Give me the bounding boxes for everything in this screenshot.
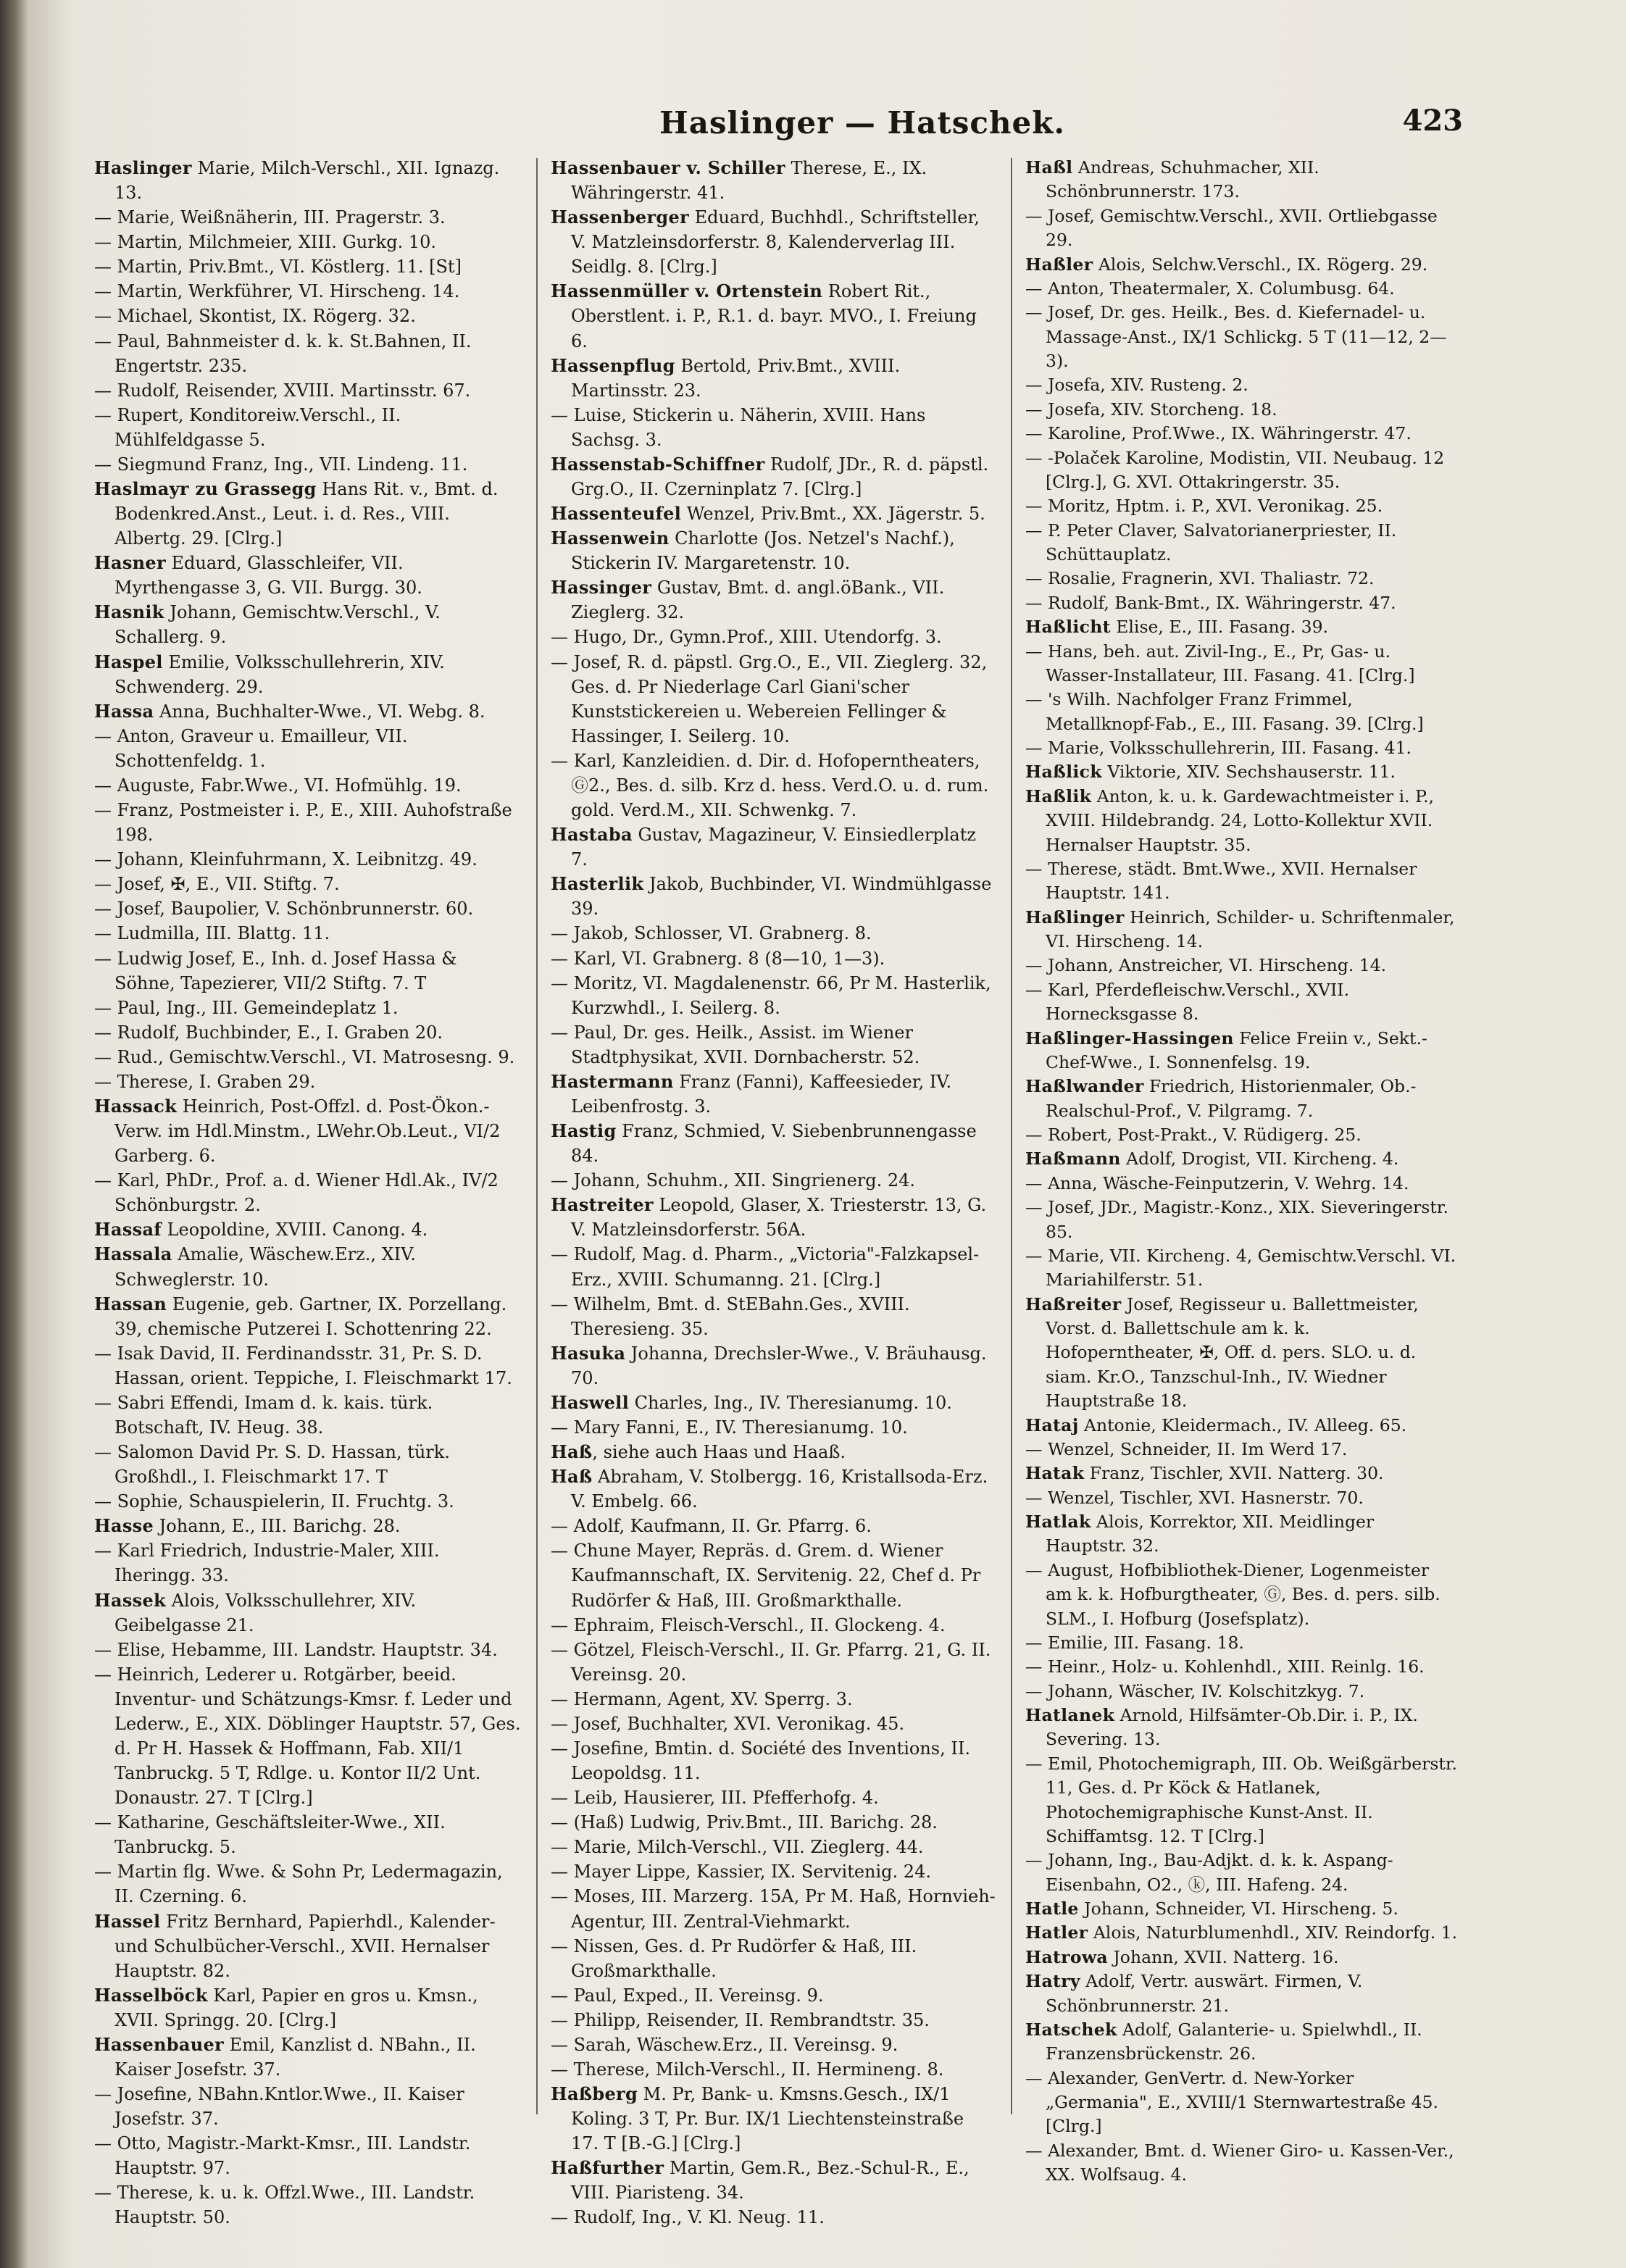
entry-surname: Hatak	[1025, 1463, 1085, 1484]
directory-entry: Hatry Adolf, Vertr. auswärt. Firmen, V. Schönbrunnerstr. 21.	[1025, 1971, 1363, 2016]
directory-entry: Haßler Alois, Selchw.Verschl., IX. Rögerg. 29.	[1025, 254, 1428, 275]
directory-entry: — Adolf, Kaufmann, II. Gr. Pfarrg. 6.	[551, 1516, 872, 1537]
entry-surname: Haßlicht	[1025, 617, 1111, 638]
entry-surname: Hasner	[94, 552, 166, 574]
directory-entry: — Marie, Milch-Verschl., VII. Zieglerg. 44.	[551, 1837, 924, 1858]
directory-entry: Haßlicht Elise, E., III. Fasang. 39.	[1025, 617, 1328, 638]
directory-entry: — Auguste, Fabr.Wwe., VI. Hofmühlg. 19.	[94, 775, 462, 796]
directory-entry: Hassenstab-Schiffner Rudolf, JDr., R. d. päpstl. Grg.O., II. Czerninplatz 7. [Clrg.]	[551, 453, 989, 500]
directory-entry: — Emil, Photochemigraph, III. Ob. Weißgärberstr. 11, Ges. d. Pr Köck & Hatlanek, Photochemigraphische Kunst-Anst. II. Schiffamtsg. 12. T [Clrg.]	[1025, 1753, 1457, 1846]
directory-entry: — Therese, k. u. k. Offzl.Wwe., III. Landstr. Hauptstr. 50.	[94, 2182, 475, 2228]
directory-entry: — Heinr., Holz- u. Kohlenhdl., XIII. Reinlg. 16.	[1025, 1656, 1425, 1677]
entry-surname: Hataj	[1025, 1414, 1079, 1435]
entry-surname: Haßmann	[1025, 1148, 1121, 1170]
column-divider-1	[536, 158, 538, 2114]
entry-surname: Hassek	[94, 1589, 166, 1611]
column-3	[1025, 156, 1460, 2188]
directory-entry: — Nissen, Ges. d. Pr Rudörfer & Haß, III. Großmarkthalle.	[551, 1935, 917, 1981]
entry-surname: Hatschek	[1025, 2019, 1117, 2040]
entry-surname: Haßlik	[1025, 785, 1092, 806]
directory-entry: — Alexander, GenVertr. d. New-Yorker „Germania", E., XVIII/1 Sternwartestraße 45. [Clrg.]	[1025, 2067, 1438, 2137]
directory-entry: — Luise, Stickerin u. Näherin, XVIII. Hans Sachsg. 3.	[551, 404, 926, 450]
directory-entry: Hassel Fritz Bernhard, Papierhdl., Kalender- und Schulbücher-Verschl., XVII. Hernalser Hauptstr. 82.	[94, 1910, 496, 1981]
directory-entry: — Josef, ✠, E., VII. Stiftg. 7.	[94, 874, 340, 895]
entry-surname: Hassenberger	[551, 207, 689, 228]
entry-surname: Hasse	[94, 1515, 154, 1537]
directory-entry: — Josef, JDr., Magistr.-Konz., XIX. Sieveringerstr. 85.	[1025, 1197, 1448, 1242]
column-2	[551, 156, 996, 2230]
directory-entry: — Karl, Kanzleidien. d. Dir. d. Hofoperntheaters, Ⓖ2., Bes. d. silb. Krz d. hess. Verd.O. u. d. rum. gold. Verd.M., XII. Schwenkg. 7.	[551, 750, 989, 821]
entry-surname: Hatry	[1025, 1971, 1080, 1992]
directory-entry: — Elise, Hebamme, III. Landstr. Hauptstr. 34.	[94, 1639, 498, 1660]
directory-entry: Haßlik Anton, k. u. k. Gardewachtmeister i. P., XVIII. Hildebrandg. 24, Lotto-Kollektur XVII. Hernalser Hauptstr. 35.	[1025, 785, 1435, 855]
directory-entry: — Therese, städt. Bmt.Wwe., XVII. Hernalser Hauptstr. 141.	[1025, 858, 1417, 904]
directory-entry: — Hans, beh. aut. Zivil-Ing., E., Pr, Gas- u. Wasser-Installateur, III. Fasang. 41. [Clrg.]	[1025, 641, 1415, 685]
directory-entry: — Sabri Effendi, Imam d. k. kais. türk. Botschaft, IV. Heug. 38.	[94, 1392, 433, 1438]
directory-entry: — Rudolf, Mag. d. Pharm., „Victoria"-Falzkapsel-Erz., XVIII. Schumanng. 21. [Clrg.]	[551, 1244, 980, 1290]
directory-entry: — Paul, Bahnmeister d. k. k. St.Bahnen, II. Engertstr. 235.	[94, 330, 472, 376]
entry-surname: Haspel	[94, 651, 163, 672]
directory-entry: — Rupert, Konditoreiw.Verschl., II. Mühlfeldgasse 5.	[94, 404, 401, 450]
directory-entry: — Wilhelm, Bmt. d. StEBahn.Ges., XVIII. Theresieng. 35.	[551, 1293, 910, 1339]
entry-surname: Haßfurther	[551, 2157, 664, 2179]
directory-entry: Haslinger Marie, Milch-Verschl., XII. Ignazg. 13.	[94, 157, 500, 204]
directory-entry: Hastaba Gustav, Magazineur, V. Einsiedlerplatz 7.	[551, 824, 976, 870]
entry-surname: Haslmayr zu Grassegg	[94, 478, 317, 500]
directory-entry: — Hermann, Agent, XV. Sperrg. 3.	[551, 1688, 853, 1709]
directory-entry: — Johann, Kleinfuhrmann, X. Leibnitzg. 49.	[94, 849, 478, 870]
directory-entry: Hastermann Franz (Fanni), Kaffeesieder, IV. Leibenfrostg. 3.	[551, 1070, 952, 1117]
directory-entry: Hasner Eduard, Glasschleifer, VII. Myrthengasse 3, G. VII. Burgg. 30.	[94, 552, 422, 599]
directory-entry: Haßl Andreas, Schuhmacher, XII. Schönbrunnerstr. 173.	[1025, 157, 1319, 202]
directory-entry: Hatak Franz, Tischler, XVII. Natterg. 30.	[1025, 1463, 1384, 1484]
directory-entry: — Paul, Exped., II. Vereinsg. 9.	[551, 1985, 824, 2006]
directory-entry: Hassenwein Charlotte (Jos. Netzel's Nachf.), Stickerin IV. Margaretenstr. 10.	[551, 528, 955, 574]
entry-surname: Haßl	[1025, 157, 1073, 178]
directory-entry: Hasterlik Jakob, Buchbinder, VI. Windmühlgasse 39.	[551, 873, 992, 920]
directory-entry: — Otto, Magistr.-Markt-Kmsr., III. Landstr. Hauptstr. 97.	[94, 2133, 471, 2179]
entry-surname: Hassack	[94, 1095, 178, 1117]
entry-surname: Hassenbauer v. Schiller	[551, 157, 785, 178]
directory-entry: — Martin, Priv.Bmt., VI. Köstlerg. 11. [St]	[94, 257, 462, 278]
directory-entry: — Martin flg. Wwe. & Sohn Pr, Ledermagazin, II. Czerning. 6.	[94, 1861, 503, 1907]
entry-surname: Hassenteufel	[551, 503, 682, 525]
entry-surname: Haswell	[551, 1391, 630, 1413]
directory-entry: — Rudolf, Bank-Bmt., IX. Währingerstr. 47.	[1025, 592, 1396, 613]
directory-entry: — 's Wilh. Nachfolger Franz Frimmel, Metallknopf-Fab., E., III. Fasang. 39. [Clrg.]	[1025, 689, 1424, 734]
directory-entry: Hassenbauer v. Schiller Therese, E., IX. Währingerstr. 41.	[551, 157, 927, 204]
directory-entry: — Josefa, XIV. Rusteng. 2.	[1025, 375, 1248, 396]
directory-entry: Haspel Emilie, Volksschullehrerin, XIV. Schwenderg. 29.	[94, 651, 445, 697]
directory-entry: Hassack Heinrich, Post-Offzl. d. Post-Ökon.-Verw. im Hdl.Minstm., LWehr.Ob.Leut., VI/2 Garberg. 6.	[94, 1095, 501, 1167]
directory-entry: Haslmayr zu Grassegg Hans Rit. v., Bmt. d. Bodenkred.Anst., Leut. i. d. Res., VIII. Albertg. 29. [Clrg.]	[94, 478, 499, 549]
directory-entry: — Leib, Hausierer, III. Pfefferhofg. 4.	[551, 1788, 879, 1809]
entry-surname: Hastermann	[551, 1070, 674, 1092]
directory-entry: Haß, siehe auch Haas und Haaß.	[551, 1441, 846, 1463]
directory-entry: Hatrowa Johann, XVII. Natterg. 16.	[1025, 1946, 1339, 1967]
directory-entry: Hatschek Adolf, Galanterie- u. Spielwhdl., II. Franzensbrückenstr. 26.	[1025, 2019, 1422, 2064]
directory-entry: — Johann, Schuhm., XII. Singrienerg. 24.	[551, 1170, 916, 1191]
directory-entry: — Karoline, Prof.Wwe., IX. Währingerstr. 47.	[1025, 423, 1412, 444]
entry-surname: Hassenbauer	[94, 2033, 224, 2055]
directory-entry: Haßmann Adolf, Drogist, VII. Kircheng. 4.	[1025, 1148, 1399, 1170]
directory-entry: Hatlak Alois, Korrektor, XII. Meidlinger Hauptstr. 32.	[1025, 1512, 1375, 1556]
directory-entry: — Josef, R. d. päpstl. Grg.O., E., VII. Zieglerg. 32, Ges. d. Pr Niederlage Carl Giani'scher Kunststickereien u. Webereien Fellinger & Hassinger, I. Seilerg. 10.	[551, 651, 988, 746]
entry-surname: Haßberg	[551, 2083, 638, 2105]
entry-surname: Hastreiter	[551, 1194, 654, 1216]
directory-entry: — Isak David, II. Ferdinandsstr. 31, Pr. S. D. Hassan, orient. Teppiche, I. Fleischmarkt 17.	[94, 1343, 512, 1388]
directory-entry: — Karl, VI. Grabnerg. 8 (8—10, 1—3).	[551, 948, 885, 969]
directory-entry: — Josef, Baupolier, V. Schönbrunnerstr. 60.	[94, 899, 474, 920]
entry-surname: Hasterlik	[551, 873, 644, 895]
entry-surname: Hassinger	[551, 577, 652, 599]
directory-entry: — Moses, III. Marzerg. 15A, Pr M. Haß, Hornvieh-Agentur, III. Zentral-Viehmarkt.	[551, 1886, 996, 1932]
directory-entry: Hassaf Leopoldine, XVIII. Canong. 4.	[94, 1219, 428, 1241]
directory-entry: Hassenbauer Emil, Kanzlist d. NBahn., II. Kaiser Josefstr. 37.	[94, 2033, 476, 2080]
entry-surname: Hassa	[94, 700, 154, 722]
directory-entry: — Salomon David Pr. S. D. Hassan, türk. Großhdl., I. Fleischmarkt 17. T	[94, 1442, 450, 1488]
directory-entry: — Emilie, III. Fasang. 18.	[1025, 1632, 1244, 1653]
directory-entry: Hassala Amalie, Wäschew.Erz., XIV. Schweglerstr. 10.	[94, 1243, 416, 1290]
directory-entry: — Therese, I. Graben 29.	[94, 1071, 316, 1092]
directory-entry: — Rud., Gemischtw.Verschl., VI. Matrosesng. 9.	[94, 1046, 515, 1067]
entry-surname: Haßlwander	[1025, 1076, 1144, 1097]
directory-entry: — Karl, Pferdefleischw.Verschl., XVII. Hornecksgasse 8.	[1025, 979, 1350, 1025]
directory-entry: Hastreiter Leopold, Glaser, X. Triesterstr. 13, G. V. Matzleinsdorferstr. 56A.	[551, 1194, 987, 1241]
directory-entry: — Hugo, Dr., Gymn.Prof., XIII. Utendorfg. 3.	[551, 627, 942, 648]
entry-surname: Hatrowa	[1025, 1946, 1108, 1967]
directory-entry: — Martin, Milchmeier, XIII. Gurkg. 10.	[94, 232, 436, 253]
book-binding	[0, 0, 29, 2268]
directory-entry: — Paul, Ing., III. Gemeindeplatz 1.	[94, 997, 399, 1018]
directory-entry: — Jakob, Schlosser, VI. Grabnerg. 8.	[551, 923, 872, 944]
entry-surname: Hassenwein	[551, 528, 670, 549]
column-divider-2	[1011, 158, 1012, 2114]
directory-entry: — Götzel, Fleisch-Verschl., II. Gr. Pfarrg. 21, G. II. Vereinsg. 20.	[551, 1639, 991, 1685]
directory-entry: — Rudolf, Buchbinder, E., I. Graben 20.	[94, 1022, 443, 1043]
directory-entry: Hatlanek Arnold, Hilfsämter-Ob.Dir. i. P., IX. Severing. 13.	[1025, 1705, 1418, 1750]
directory-entry: Haßlinger Heinrich, Schilder- u. Schriftenmaler, VI. Hirscheng. 14.	[1025, 906, 1455, 951]
running-header: Haslinger — Hatschek.	[659, 105, 1065, 141]
directory-entry: Hatle Johann, Schneider, VI. Hirscheng. 5.	[1025, 1898, 1398, 1919]
directory-entry: Hassan Eugenie, geb. Gartner, IX. Porzellang. 39, chemische Putzerei I. Schottenring 22.	[94, 1293, 507, 1339]
directory-entry: — Rudolf, Reisender, XVIII. Martinsstr. 67.	[94, 380, 471, 401]
page-number: 423	[1402, 104, 1463, 138]
directory-entry: — Johann, Wäscher, IV. Kolschitzkyg. 7.	[1025, 1680, 1365, 1701]
directory-entry: — -Polaček Karoline, Modistin, VII. Neubaug. 12 [Clrg.], G. XVI. Ottakringerstr. 35.	[1025, 447, 1445, 492]
directory-entry: — Johann, Ing., Bau-Adjkt. d. k. k. Aspang-Eisenbahn, O2., ⓚ, III. Hafeng. 24.	[1025, 1850, 1393, 1895]
entry-surname: Hatler	[1025, 1922, 1088, 1943]
entry-surname: Hatlanek	[1025, 1705, 1115, 1725]
directory-entry: — Marie, Volksschullehrerin, III. Fasang. 41.	[1025, 738, 1412, 758]
directory-entry: — Philipp, Reisender, II. Rembrandtstr. 35.	[551, 2009, 930, 2030]
directory-entry: — Mary Fanni, E., IV. Theresianumg. 10.	[551, 1417, 908, 1438]
directory-entry: Hasuka Johanna, Drechsler-Wwe., V. Bräuhausg. 70.	[551, 1342, 987, 1388]
directory-entry: — Marie, Weißnäherin, III. Pragerstr. 3.	[94, 207, 446, 228]
directory-entry: — Paul, Dr. ges. Heilk., Assist. im Wiener Stadtphysikat, XVII. Dornbacherstr. 52.	[551, 1022, 920, 1067]
directory-entry: — Martin, Werkführer, VI. Hirscheng. 14.	[94, 281, 460, 302]
directory-entry: — P. Peter Claver, Salvatorianerpriester, II. Schüttauplatz.	[1025, 520, 1397, 564]
directory-entry: — Katharine, Geschäftsleiter-Wwe., XII. Tanbruckg. 5.	[94, 1812, 446, 1858]
directory-entry: Haßfurther Martin, Gem.R., Bez.-Schul-R., E., VIII. Piaristeng. 34.	[551, 2157, 970, 2204]
directory-entry: — Rosalie, Fragnerin, XVI. Thaliastr. 72.	[1025, 568, 1375, 589]
directory-entry: Hastig Franz, Schmied, V. Siebenbrunnengasse 84.	[551, 1120, 977, 1167]
directory-entry: — Ludwig Josef, E., Inh. d. Josef Hassa & Söhne, Tapezierer, VII/2 Stiftg. 7. T	[94, 948, 457, 993]
entry-surname: Haslinger	[94, 157, 192, 178]
directory-entry: Hassek Alois, Volksschullehrer, XIV. Geibelgasse 21.	[94, 1589, 417, 1635]
directory-entry: — Anton, Graveur u. Emailleur, VII. Schottenfeldg. 1.	[94, 725, 408, 771]
entry-surname: Hassenpflug	[551, 354, 675, 376]
directory-entry: Haßlick Viktorie, XIV. Sechshauserstr. 11.	[1025, 762, 1396, 783]
directory-entry: — Josef, Gemischtw.Verschl., XVII. Ortliebgasse 29.	[1025, 205, 1438, 251]
directory-entry: — Heinrich, Lederer u. Rotgärber, beeid. Inventur- und Schätzungs-Kmsr. f. Leder und Lederw., E., XIX. Döblinger Hauptstr. 57, Ges. d. Pr H. Hassek & Hoffmann, Fab. XII/1 Tanbruckg. 5 T, Rdlge. u. Kontor II/2 Unt. Donaustr. 27. T [Clrg.]	[94, 1664, 521, 1809]
entry-surname: Hasselböck	[94, 1984, 208, 2006]
directory-entry: Hasnik Johann, Gemischtw.Verschl., V. Schallerg. 9.	[94, 601, 441, 648]
entry-surname: Hassenstab-Schiffner	[551, 453, 765, 475]
directory-entry: — Ephraim, Fleisch-Verschl., II. Glockeng. 4.	[551, 1614, 946, 1635]
entry-surname: Hastig	[551, 1120, 617, 1142]
directory-entry: — Rudolf, Ing., V. Kl. Neug. 11.	[551, 2207, 825, 2228]
column-1	[94, 156, 522, 2230]
directory-entry: — Chune Mayer, Repräs. d. Grem. d. Wiener Kaufmannschaft, IX. Servitenig. 22, Chef d. Pr Rudörfer & Haß, III. Großmarkthalle.	[551, 1541, 981, 1611]
directory-entry: — Anton, Theatermaler, X. Columbusg. 64.	[1025, 278, 1395, 299]
entry-surname: Hasuka	[551, 1342, 626, 1364]
entry-surname: Haß	[551, 1441, 593, 1463]
directory-entry: Haßlinger-Hassingen Felice Freiin v., Sekt.-Chef-Wwe., I. Sonnenfelsg. 19.	[1025, 1027, 1427, 1072]
directory-entry: — Michael, Skontist, IX. Rögerg. 32.	[94, 306, 416, 327]
directory-entry: — Wenzel, Schneider, II. Im Werd 17.	[1025, 1438, 1348, 1459]
directory-entry: — Wenzel, Tischler, XVI. Hasnerstr. 70.	[1025, 1487, 1364, 1508]
directory-entry: Hataj Antonie, Kleidermach., IV. Alleeg. 65.	[1025, 1414, 1407, 1435]
directory-entry: — Franz, Postmeister i. P., E., XIII. Auhofstraße 198.	[94, 800, 512, 846]
directory-entry: Haßreiter Josef, Regisseur u. Ballettmeister, Vorst. d. Ballettschule am k. k. Hofoperntheater, ✠, Off. d. pers. SLO. u. d. siam. Kr.O., Tanzschul-Inh., IV. Wiedner Hauptstraße 18.	[1025, 1293, 1419, 1412]
directory-entry: — Moritz, VI. Magdalenenstr. 66, Pr M. Hasterlik, Kurzwhdl., I. Seilerg. 8.	[551, 972, 991, 1018]
directory-entry: Hasse Johann, E., III. Barichg. 28.	[94, 1515, 401, 1537]
entry-surname: Hastaba	[551, 824, 633, 846]
directory-entry: — Siegmund Franz, Ing., VII. Lindeng. 11.	[94, 454, 468, 475]
entry-surname: Haßler	[1025, 254, 1093, 275]
directory-entry: Hassenteufel Wenzel, Priv.Bmt., XX. Jägerstr. 5.	[551, 503, 985, 525]
entry-surname: Hasnik	[94, 601, 164, 623]
directory-entry: Haßlwander Friedrich, Historienmaler, Ob.-Realschul-Prof., V. Pilgramg. 7.	[1025, 1076, 1417, 1121]
entry-surname: Hassenmüller v. Ortenstein	[551, 280, 823, 302]
directory-entry: — Josefa, XIV. Storcheng. 18.	[1025, 399, 1277, 420]
directory-entry: — Mayer Lippe, Kassier, IX. Servitenig. 24.	[551, 1861, 931, 1883]
directory-entry: Haß Abraham, V. Stolbergg. 16, Kristallsoda-Erz. V. Embelg. 66.	[551, 1466, 988, 1512]
directory-entry: — Josef, Buchhalter, XVI. Veronikag. 45.	[551, 1713, 905, 1734]
directory-entry: — Sarah, Wäschew.Erz., II. Vereinsg. 9.	[551, 2034, 899, 2055]
directory-entry: — Josefine, NBahn.Kntlor.Wwe., II. Kaiser Josefstr. 37.	[94, 2084, 464, 2130]
directory-entry: — Anna, Wäsche-Feinputzerin, V. Wehrg. 14.	[1025, 1172, 1409, 1193]
entry-surname: Haßlinger-Hassingen	[1025, 1027, 1234, 1048]
directory-entry: — Robert, Post-Prakt., V. Rüdigerg. 25.	[1025, 1125, 1362, 1145]
directory-entry: — Marie, VII. Kircheng. 4, Gemischtw.Verschl. VI. Mariahilferstr. 51.	[1025, 1245, 1456, 1291]
entry-surname: Hatle	[1025, 1898, 1079, 1919]
entry-surname: Haßlinger	[1025, 906, 1125, 927]
directory-entry: Hassenmüller v. Ortenstein Robert Rit., Oberstlent. i. P., R.1. d. bayr. MVO., I. Freiung 6.	[551, 280, 977, 351]
entry-surname: Hassala	[94, 1243, 172, 1265]
directory-entry: — Moritz, Hptm. i. P., XVI. Veronikag. 25.	[1025, 496, 1383, 517]
directory-entry: Hassenberger Eduard, Buchhdl., Schriftsteller, V. Matzleinsdorferstr. 8, Kalenderverlag III. Seidlg. 8. [Clrg.]	[551, 207, 980, 278]
directory-entry: — Sophie, Schauspielerin, II. Fruchtg. 3.	[94, 1491, 454, 1512]
directory-entry: Hassinger Gustav, Bmt. d. angl.öBank., VII. Zieglerg. 32.	[551, 577, 945, 623]
entry-surname: Haß	[551, 1466, 593, 1488]
directory-entry: — Karl, PhDr., Prof. a. d. Wiener Hdl.Ak., IV/2 Schönburgstr. 2.	[94, 1170, 499, 1216]
entry-surname: Hatlak	[1025, 1512, 1091, 1532]
directory-entry: Hassa Anna, Buchhalter-Wwe., VI. Webg. 8.	[94, 700, 485, 722]
directory-entry: Hasselböck Karl, Papier en gros u. Kmsn., XVII. Springg. 20. [Clrg.]	[94, 1984, 478, 2030]
directory-entry: Haswell Charles, Ing., IV. Theresianumg. 10.	[551, 1391, 952, 1413]
entry-surname: Hassaf	[94, 1219, 162, 1241]
directory-entry: — Ludmilla, III. Blattg. 11.	[94, 923, 330, 944]
directory-entry: — Johann, Anstreicher, VI. Hirscheng. 14.	[1025, 955, 1387, 976]
directory-entry: — Karl Friedrich, Industrie-Maler, XIII. Iheringg. 33.	[94, 1541, 440, 1586]
directory-entry: Haßberg M. Pr, Bank- u. Kmsns.Gesch., IX/1 Koling. 3 T, Pr. Bur. IX/1 Liechtensteinstraße 17. T [B.-G.] [Clrg.]	[551, 2083, 964, 2154]
entry-surname: Hassel	[94, 1910, 161, 1932]
entry-surname: Hassan	[94, 1293, 167, 1314]
directory-entry: Hatler Alois, Naturblumenhdl., XIV. Reindorfg. 1.	[1025, 1922, 1458, 1943]
entry-surname: Haßlick	[1025, 762, 1102, 783]
directory-entry: — Alexander, Bmt. d. Wiener Giro- u. Kassen-Ver., XX. Wolfsaug. 4.	[1025, 2140, 1454, 2185]
directory-entry: — Josefine, Bmtin. d. Société des Inventions, II. Leopoldsg. 11.	[551, 1738, 970, 1784]
directory-entry: Hassenpflug Bertold, Priv.Bmt., XVIII. Martinsstr. 23.	[551, 354, 901, 401]
directory-entry: — Josef, Dr. ges. Heilk., Bes. d. Kiefernadel- u. Massage-Anst., IX/1 Schlickg. 5 T (11—12, 2—3).	[1025, 302, 1447, 371]
directory-entry: — (Haß) Ludwig, Priv.Bmt., III. Barichg. 28.	[551, 1812, 938, 1833]
directory-entry: — August, Hofbibliothek-Diener, Logenmeister am k. k. Hofburgtheater, Ⓖ, Bes. d. pers. silb. SLM., I. Hofburg (Josefsplatz).	[1025, 1559, 1441, 1629]
directory-entry: — Therese, Milch-Verschl., II. Hermineng. 8.	[551, 2059, 944, 2080]
entry-surname: Haßreiter	[1025, 1293, 1122, 1314]
